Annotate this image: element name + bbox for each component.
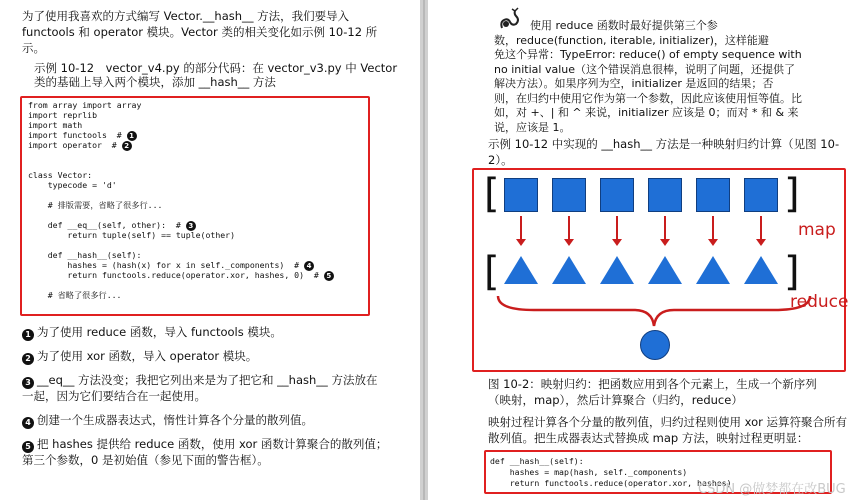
- mapped-triangle: [504, 256, 538, 284]
- map-arrow: [616, 216, 618, 240]
- input-square: [600, 178, 634, 212]
- code-line: [28, 180, 117, 190]
- code-text: def __eq__(self, other): #: [28, 220, 186, 230]
- note-line: [22, 452, 269, 468]
- example-caption-1: 示例 10-12 vector_v4.py 的部分代码：在 vector_v3.py 中 Vector: [34, 61, 398, 75]
- para2-line-1: 映射过程计算各个分量的散列值，归约过程则使用 xor 运算符聚合所有: [488, 415, 848, 429]
- watermark: CSDN @做梦都在改BUG: [698, 482, 846, 497]
- code-text: # 排版需要，省略了很多行...: [28, 200, 163, 210]
- mapped-triangle: [600, 256, 634, 284]
- mapped-triangle: [648, 256, 682, 284]
- sequence-bracket: [: [484, 171, 500, 217]
- sequence-bracket: ]: [784, 249, 800, 295]
- scorpion-icon: [498, 6, 522, 32]
- mapped-triangle: [696, 256, 730, 284]
- callout-marker: 2: [122, 141, 132, 151]
- code-text: typecode = 'd': [28, 180, 117, 190]
- code-text: hashes = (hash(x) for x in self._components) #: [28, 260, 305, 270]
- code-line: [28, 250, 141, 260]
- callout-marker: 1: [127, 131, 137, 141]
- code-text: import math: [28, 120, 83, 130]
- intro-line-1: 为了使用我喜欢的方式编写 Vector.__hash__ 方法，我们要导入: [22, 9, 350, 23]
- code-line: [28, 200, 162, 210]
- code2-line-3: return functools.reduce(operator.xor, hashes): [490, 478, 732, 488]
- warning-line: 如，对 +、| 和 ^ 来说，initializer 应该是 0；而对 * 和 & 来: [494, 106, 799, 119]
- code-text: return functools.reduce(operator.xor, hashes, 0) #: [28, 270, 324, 280]
- code-line: [28, 170, 92, 180]
- para1-line-1: 示例 10-12 中实现的 __hash__ 方法是一种映射归约计算（见图 10-: [488, 137, 840, 151]
- code-line: [28, 140, 132, 151]
- code-line: [28, 220, 196, 231]
- example-caption-2: 类的基础上导入两个模块，添加 __hash__ 方法: [34, 75, 276, 89]
- map-arrow: [664, 216, 666, 240]
- note-text: 一起，因为它们要结合在一起使用。: [22, 389, 206, 403]
- reduced-result-circle: [640, 330, 670, 360]
- note-text: 把 hashes 提供给 reduce 函数，使用 xor 函数计算聚合的散列值；: [37, 437, 388, 451]
- sequence-bracket: ]: [784, 171, 800, 217]
- note-number-badge: 2: [22, 353, 34, 365]
- page-gutter: [420, 0, 428, 500]
- warning-line: 数，reduce(function, iterable, initializer)，这样能避: [494, 33, 769, 47]
- intro-line-2: functools 和 operator 模块。Vector 类的相关变化如示例 10-12 所: [22, 25, 378, 39]
- input-square: [744, 178, 778, 212]
- warning-line: 解决方法）。如果序列为空，initializer 是返回的结果；否: [494, 77, 774, 90]
- callout-marker: 3: [186, 221, 196, 231]
- code-text: # 省略了很多行...: [28, 290, 122, 300]
- warning-line: 则，在归约中使用它作为第一个参数，因此应该使用恒等值。比: [494, 91, 802, 105]
- code-text: import functools #: [28, 130, 127, 140]
- note-number-badge: 1: [22, 329, 34, 341]
- code-line: [28, 270, 334, 281]
- input-square: [696, 178, 730, 212]
- callout-marker: 5: [324, 271, 334, 281]
- code-line: [28, 230, 235, 240]
- note-number-badge: 5: [22, 441, 34, 453]
- note-line: [22, 324, 282, 341]
- warning-line: 说，应该是 1。: [494, 120, 571, 134]
- map-label: map: [798, 220, 836, 240]
- code2-line-1: def __hash__(self):: [490, 456, 584, 466]
- code-text: from array import array: [28, 100, 142, 110]
- reduce-label: reduce: [790, 292, 849, 312]
- code-text: import reprlib: [28, 110, 98, 120]
- map-arrow: [520, 216, 522, 240]
- figure-caption-2: （映射，map），然后计算聚合（归约，reduce）: [488, 393, 743, 407]
- warning-line: no initial value（这个错误消息很棒，说明了问题，还提供了: [494, 62, 795, 76]
- note-text: 创建一个生成器表达式，惰性计算各个分量的散列值。: [37, 413, 313, 427]
- input-square: [648, 178, 682, 212]
- input-square: [552, 178, 586, 212]
- code-line: [28, 100, 141, 110]
- left-page: [0, 0, 420, 500]
- reduce-brace: [494, 292, 814, 332]
- note-line: [22, 412, 313, 429]
- code2-line-2: hashes = map(hash, self._components): [490, 467, 688, 477]
- code-line: [28, 130, 137, 141]
- note-text: 为了使用 reduce 函数，导入 functools 模块。: [37, 325, 282, 339]
- note-number-badge: 3: [22, 377, 34, 389]
- mapped-triangle: [744, 256, 778, 284]
- code-text: class Vector:: [28, 170, 93, 180]
- sequence-bracket: [: [484, 249, 500, 295]
- mapped-triangle: [552, 256, 586, 284]
- code-text: return tuple(self) == tuple(other): [28, 230, 236, 240]
- map-arrow: [568, 216, 570, 240]
- code-line: [28, 110, 97, 120]
- intro-line-3: 示。: [22, 41, 45, 55]
- code-text: def __hash__(self):: [28, 250, 142, 260]
- code-line: [28, 290, 122, 300]
- input-square: [504, 178, 538, 212]
- para1-line-2: 2）。: [488, 153, 513, 167]
- code-line: [28, 120, 82, 130]
- note-number-badge: 4: [22, 417, 34, 429]
- map-arrow: [712, 216, 714, 240]
- figure-caption-1: 图 10-2：映射归约：把函数应用到各个元素上，生成一个新序列: [488, 377, 817, 391]
- code-line: [28, 260, 314, 271]
- code-text: import operator #: [28, 140, 122, 150]
- right-page: [428, 0, 855, 500]
- note-text: 第三个参数，0 是初始值（参见下面的警告框）。: [22, 453, 269, 467]
- map-arrow: [760, 216, 762, 240]
- note-line: [22, 436, 387, 453]
- note-text: 为了使用 xor 函数，导入 operator 模块。: [37, 349, 258, 363]
- note-line: [22, 348, 257, 365]
- note-text: __eq__ 方法没变；我把它列出来是为了把它和 __hash__ 方法放在: [37, 373, 378, 387]
- note-line: [22, 372, 377, 389]
- callout-marker: 4: [304, 261, 314, 271]
- note-line: [22, 388, 206, 404]
- warning-line: 免这个异常：TypeError: reduce() of empty sequence with: [494, 48, 802, 61]
- warning-line: 使用 reduce 函数时最好提供第三个参: [530, 19, 718, 32]
- para2-line-2: 散列值。把生成器表达式替换成 map 方法，映射过程更明显：: [488, 431, 809, 445]
